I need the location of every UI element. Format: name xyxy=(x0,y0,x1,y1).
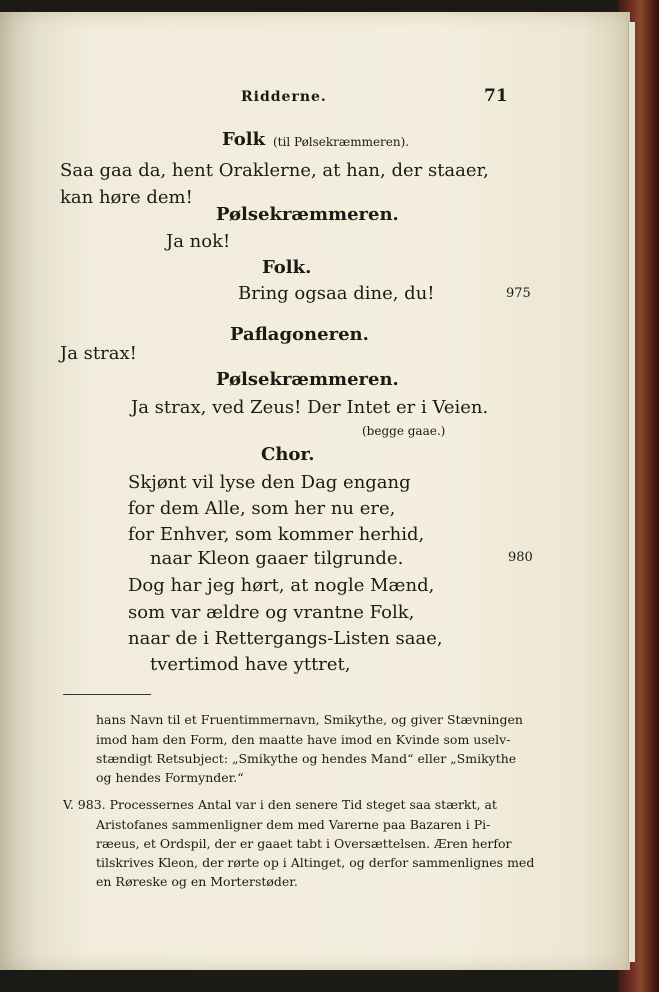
line-number: 975 xyxy=(506,286,531,301)
verse-line: naar de i Rettergangs-Listen saae, xyxy=(128,628,443,649)
footnote-line: og hendes Formynder.“ xyxy=(96,770,244,785)
page-number: 71 xyxy=(484,86,508,106)
verse-line: for dem Alle, som her nu ere, xyxy=(128,498,396,519)
speaker-paflagoneren: Paflagoneren. xyxy=(230,324,369,345)
verse-line: kan høre dem! xyxy=(60,187,193,208)
verse-line: som var ældre og vrantne Folk, xyxy=(128,602,415,623)
stage-direction: (til Pølsekræmmeren). xyxy=(273,135,410,149)
running-title: Ridderne. xyxy=(241,89,327,105)
speaker-chor: Chor. xyxy=(261,444,315,465)
verse-line: tvertimod have yttret, xyxy=(150,654,351,675)
speaker-folk: Folk. xyxy=(262,257,312,278)
footnote-line: tilskrives Kleon, der rørte op i Altinget, og derfor sammenlignes med xyxy=(96,855,535,870)
verse-line: Skjønt vil lyse den Dag engang xyxy=(128,472,411,493)
footnote-divider xyxy=(63,694,151,695)
page-edge xyxy=(628,22,635,962)
verse-line: Ja strax, ved Zeus! Der Intet er i Veien. xyxy=(131,397,489,418)
verse-line: Dog har jeg hørt, at nogle Mænd, xyxy=(128,575,435,596)
verse-line: Bring ogsaa dine, du! xyxy=(238,283,435,304)
speaker-folk: Folk xyxy=(222,129,266,150)
verse-line: for Enhver, som kommer herhid, xyxy=(128,524,425,545)
verse-line: Ja nok! xyxy=(166,231,231,252)
verse-line: Saa gaa da, hent Oraklerne, at han, der staaer, xyxy=(60,160,489,181)
speaker-polsekraemmeren: Pølsekræmmeren. xyxy=(216,204,399,225)
verse-line: Ja strax! xyxy=(60,343,137,364)
footnote-line: imod ham den Form, den maatte have imod en Kvinde som uselv- xyxy=(96,732,511,747)
speaker-polsekraemmeren: Pølsekræmmeren. xyxy=(216,369,399,390)
footnote-line: ræeus, et Ordspil, der er gaaet tabt i Oversættelsen. Æren herfor xyxy=(96,836,512,851)
footnote-line: en Røreske og en Morterstøder. xyxy=(96,874,298,889)
footnote-line: hans Navn til et Fruentimmernavn, Smikythe, og giver Stævningen xyxy=(96,712,523,727)
verse-line: naar Kleon gaaer tilgrunde. xyxy=(150,548,404,569)
stage-direction: (begge gaae.) xyxy=(362,424,446,438)
footnote-line: stændigt Retsubject: „Smikythe og hendes Mand“ eller „Smikythe xyxy=(96,751,517,766)
footnote-line: V. 983. Processernes Antal var i den senere Tid steget saa stærkt, at xyxy=(63,797,497,812)
footnote-line: Aristofanes sammenligner dem med Varerne paa Bazaren i Pi- xyxy=(96,817,491,832)
line-number: 980 xyxy=(508,550,533,565)
